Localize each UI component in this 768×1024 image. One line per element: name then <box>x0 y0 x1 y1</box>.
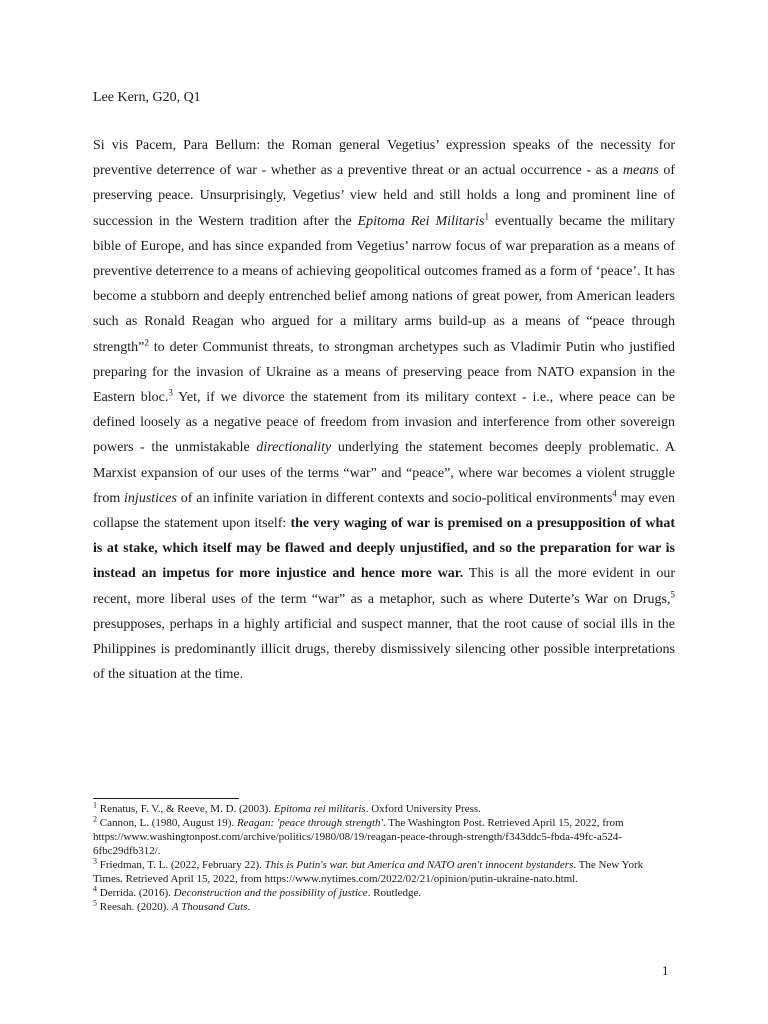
body-text-run: of an infinite variation in different contexts and socio-political environments <box>176 490 613 506</box>
footnote-separator <box>93 798 239 799</box>
footnote-ref-1[interactable]: 1 <box>484 210 489 221</box>
footnote-text: Renatus, F. V., & Reeve, M. D. (2003). <box>97 803 274 815</box>
author-header: Lee Kern, G20, Q1 <box>93 90 201 105</box>
footnote-1 <box>93 802 675 816</box>
bold-thesis: the very waging of war is premised on a presupposition of what is at stake, which itself may be flawed and deeply unjustified, and so the preparation for war is instead an impetus for more injustice and hence more war. <box>93 516 675 582</box>
footnote-5 <box>93 900 675 914</box>
footnote-4 <box>93 886 675 900</box>
footnote-title: Deconstruction and the possibility of justice <box>173 887 368 899</box>
footnote-ref-2[interactable]: 2 <box>144 336 149 347</box>
footnote-title: Epitoma rei militaris <box>273 803 366 815</box>
footnote-3 <box>93 858 675 886</box>
body-text-run: presupposes, perhaps in a highly artificial and suspect manner, that the root cause of social ills in the Philippines is predominantly illicit drugs, thereby dismissively silencing other possible interpretations of the situation at the time. <box>93 616 675 683</box>
body-text-run: of preserving peace. Unsurprisingly, Vegetius’ view held and still holds a long and prominent line of succession in the Western tradition after the <box>93 163 676 229</box>
footnote-text: Friedman, T. L. (2022, February 22). <box>97 859 265 871</box>
footnote-text: . The Washington Post. Retrieved April 15, 2022, from https://www.washingtonpost.com/archive/politics/1980/08/19/reagan-peace-through-strength/f343ddc5-fbda-49fc-a524-6fbc29dfb312/. <box>93 817 624 857</box>
footnote-ref-5[interactable]: 5 <box>670 589 675 599</box>
footnote-text: . Routledge. <box>367 887 422 899</box>
footnote-number: 4 <box>93 884 97 894</box>
footnote-ref-4[interactable]: 4 <box>612 488 617 499</box>
book-title-epitoma: Epitoma Rei Militaris <box>357 213 485 229</box>
footnote-number: 5 <box>93 898 97 908</box>
footnote-text: . Oxford University Press. <box>365 803 481 815</box>
footnote-text: . <box>247 901 251 913</box>
body-text-run: Si vis Pacem, Para Bellum: the Roman general Vegetius’ expression speaks of the necessity for preventive deterrence of war - whether as a preventive threat or an actual occurrence - as a <box>93 138 675 179</box>
footnotes <box>93 802 675 914</box>
footnote-text: Cannon, L. (1980, August 19). <box>97 817 237 829</box>
footnote-title: This is Putin's war. but America and NATO aren't innocent bystanders <box>264 859 574 871</box>
footnote-text: . The New York Times. Retrieved April 15, 2022, from https://www.nytimes.com/2022/02/21/opinion/putin-ukraine-nato.html. <box>93 859 644 885</box>
footnote-number: 2 <box>93 814 97 824</box>
footnote-ref-3[interactable]: 3 <box>168 387 173 398</box>
emphasis-injustices: injustices <box>124 490 177 506</box>
emphasis-means: means <box>622 163 659 179</box>
body-text-run: underlying the statement becomes deeply problematic. A Marxist expansion of our uses of the terms “war” and “peace”, where war becomes a violent struggle from <box>93 440 675 506</box>
footnote-2 <box>93 816 675 858</box>
footnote-title: A Thousand Cuts <box>171 901 248 913</box>
footnote-number: 1 <box>93 800 97 810</box>
footnote-text: Reesah. (2020). <box>97 901 172 913</box>
footnote-text: Derrida. (2016). <box>97 887 174 899</box>
essay-paragraph <box>93 133 675 687</box>
emphasis-directionality: directionality <box>256 440 332 456</box>
body-text-run: Yet, if we divorce the statement from its military context - i.e., where peace can be defined loosely as a negative peace of freedom from invasion and interference from other sovereign powers - the unmistakable <box>93 390 675 456</box>
page-number: 1 <box>662 963 669 978</box>
body-text-run: may even collapse the statement upon itself: <box>93 490 675 532</box>
body-text-run: to deter Communist threats, to strongman archetypes such as Vladimir Putin who justified preparing for the invasion of Ukraine as a means of preserving peace from NATO expansion in the Eastern bloc. <box>93 339 675 406</box>
footnote-number: 3 <box>93 856 97 866</box>
body-text-run: This is all the more evident in our recent, more liberal uses of the term “war” as a metaphor, such as where Duterte’s War on Drugs, <box>93 566 675 607</box>
footnote-title: Reagan: 'peace through strength' <box>236 817 383 829</box>
body-text-run: eventually became the military bible of Europe, and has since expanded from Vegetius’ narrow focus of war preparation as a means of preventive deterrence to a means of achieving geopolitical outcomes framed as a form of ‘peace’. It has become a stubborn and deeply entrenched belief among nations of great power, from American leaders such as Ronald Reagan who argued for a military arms build-up as a means of “peace through strength” <box>93 213 675 355</box>
